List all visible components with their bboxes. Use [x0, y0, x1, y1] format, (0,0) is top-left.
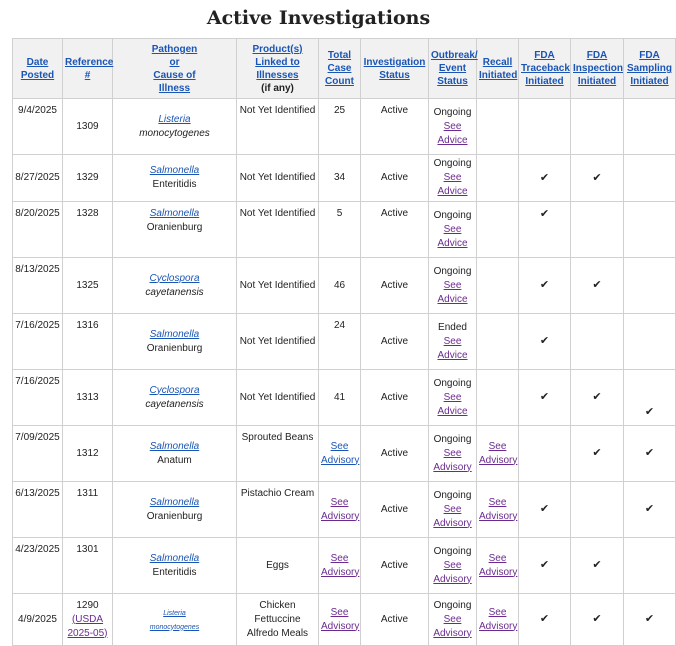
- reference-cell: 1312: [63, 426, 113, 482]
- investigations-table: [12, 38, 676, 646]
- check-icon: ✔: [539, 503, 550, 515]
- outbreak-cell: [429, 594, 477, 646]
- traceback-cell: [519, 538, 571, 594]
- reference-cell: 1328: [63, 202, 113, 258]
- product-cell: Chicken Fettuccine Alfredo Meals: [237, 594, 319, 646]
- inspection-cell: [571, 538, 624, 594]
- outbreak-status: Ongoing: [433, 106, 472, 118]
- table-row: [13, 426, 676, 482]
- date-cell: 7/16/2025: [13, 314, 63, 370]
- check-icon: ✔: [539, 208, 550, 220]
- sampling-cell: [624, 155, 676, 202]
- recall-cell: [477, 538, 519, 594]
- inspection-cell: [571, 258, 624, 314]
- header-product-note: (if any): [261, 82, 294, 94]
- pathogen-cell: [113, 594, 237, 646]
- status-cell: Active: [361, 482, 429, 538]
- check-icon: ✔: [644, 447, 655, 459]
- reference-cell: [63, 594, 113, 646]
- outbreak-status: Ongoing: [433, 209, 472, 221]
- outbreak-cell: [429, 258, 477, 314]
- check-icon: ✔: [592, 559, 602, 571]
- recall-cell: [477, 482, 519, 538]
- sampling-cell: [624, 99, 676, 155]
- date-cell: 4/9/2025: [13, 594, 63, 646]
- status-cell: Active: [361, 258, 429, 314]
- date-cell: 9/4/2025: [13, 99, 63, 155]
- table-row: [13, 482, 676, 538]
- reference-cell: 1313: [63, 370, 113, 426]
- header-total[interactable]: [319, 39, 361, 99]
- date-cell: 4/23/2025: [13, 538, 63, 594]
- sort-total-link[interactable]: Total Case Count: [325, 50, 354, 87]
- pathogen-species: monocytogenes: [139, 127, 210, 139]
- product-cell: Sprouted Beans: [237, 426, 319, 482]
- outbreak-status: Ongoing: [433, 158, 472, 169]
- check-icon: ✔: [539, 171, 550, 184]
- pathogen-cell: [113, 538, 237, 594]
- check-icon: ✔: [644, 613, 655, 625]
- outbreak-cell: [429, 314, 477, 370]
- outbreak-cell: [429, 482, 477, 538]
- pathogen-species: Enteritidis: [152, 179, 197, 190]
- count-cell: 34: [319, 155, 361, 202]
- pathogen-species: Oranienburg: [146, 510, 203, 522]
- pathogen-link[interactable]: Salmonella: [149, 328, 200, 340]
- inspection-cell: [571, 99, 624, 155]
- see-advisory-link[interactable]: See Advisory: [479, 496, 518, 522]
- reference-cell: 1301: [63, 538, 113, 594]
- table-row: [13, 594, 676, 646]
- see-advisory-link[interactable]: See Advisory: [321, 496, 360, 522]
- see-advisory-link[interactable]: See Advisory: [479, 552, 518, 578]
- count-cell: 5: [319, 202, 361, 258]
- sampling-cell: [624, 426, 676, 482]
- outbreak-cell: [429, 538, 477, 594]
- sampling-cell: [624, 202, 676, 258]
- date-cell: 8/13/2025: [13, 258, 63, 314]
- status-cell: Active: [361, 594, 429, 646]
- header-sampling[interactable]: [624, 39, 676, 99]
- traceback-cell: [519, 370, 571, 426]
- outbreak-cell: [429, 155, 477, 202]
- table-row: [13, 314, 676, 370]
- traceback-cell: [519, 314, 571, 370]
- status-cell: Active: [361, 202, 429, 258]
- date-cell: 7/09/2025: [13, 426, 63, 482]
- pathogen-cell: [113, 426, 237, 482]
- pathogen-species: cayetanensis: [145, 398, 204, 410]
- pathogen-link[interactable]: Listeria: [158, 113, 191, 125]
- outbreak-status: Ended: [438, 321, 467, 333]
- product-cell: Eggs: [237, 538, 319, 594]
- check-icon: ✔: [539, 613, 550, 625]
- pathogen-cell: [113, 155, 237, 202]
- sampling-cell: [624, 482, 676, 538]
- sampling-cell: [624, 594, 676, 646]
- status-cell: Active: [361, 370, 429, 426]
- recall-cell: [477, 370, 519, 426]
- reference-cell: 1309: [63, 99, 113, 155]
- traceback-cell: [519, 155, 571, 202]
- reference-cell: 1329: [63, 155, 113, 202]
- sampling-cell: [624, 538, 676, 594]
- header-outbreak[interactable]: [429, 39, 477, 99]
- see-advisory-link[interactable]: See Advisory: [433, 447, 472, 473]
- sort-recall-link[interactable]: Recall Initiated: [479, 56, 518, 81]
- outbreak-status: Ongoing: [433, 377, 472, 389]
- outbreak-status: Ongoing: [433, 599, 472, 611]
- check-icon: ✔: [539, 335, 550, 347]
- see-advice-link[interactable]: See Advice: [437, 391, 468, 417]
- date-cell: 8/27/2025: [13, 155, 63, 202]
- pathogen-link[interactable]: Salmonella: [149, 496, 200, 508]
- sampling-cell: [624, 314, 676, 370]
- sampling-cell: [624, 258, 676, 314]
- pathogen-species: Enteritidis: [152, 566, 197, 578]
- sort-inspection-link[interactable]: FDA Inspection Initiated: [573, 50, 624, 87]
- pathogen-cell: [113, 202, 237, 258]
- date-cell: 7/16/2025: [13, 370, 63, 426]
- page-title: Active Investigations: [206, 7, 431, 29]
- sort-traceback-link[interactable]: FDA Traceback Initiated: [521, 50, 570, 87]
- count-cell: 25: [319, 99, 361, 155]
- recall-cell: [477, 258, 519, 314]
- count-cell: [319, 482, 361, 538]
- table-row: [13, 258, 676, 314]
- sort-outbreak-link[interactable]: Outbreak/ Event Status: [431, 50, 478, 87]
- check-icon: ✔: [644, 503, 655, 515]
- table-row: [13, 155, 676, 202]
- check-icon: ✔: [592, 447, 602, 459]
- header-product[interactable]: [237, 39, 319, 99]
- see-advice-link[interactable]: See Advice: [437, 172, 468, 197]
- status-cell: Active: [361, 538, 429, 594]
- pathogen-species: Oranienburg: [146, 342, 203, 354]
- count-cell: [319, 538, 361, 594]
- header-inspection[interactable]: [571, 39, 624, 99]
- check-icon: ✔: [592, 279, 602, 291]
- see-advisory-link[interactable]: See Advisory: [479, 440, 518, 466]
- check-icon: ✔: [592, 171, 602, 184]
- check-icon: ✔: [539, 279, 550, 291]
- see-advisory-link[interactable]: See Advisory: [321, 606, 360, 632]
- see-advisory-link[interactable]: See Advisory: [479, 606, 518, 632]
- check-icon: ✔: [592, 613, 602, 625]
- outbreak-status: Ongoing: [433, 433, 472, 445]
- pathogen-link[interactable]: Cyclospora: [149, 384, 200, 396]
- header-reference[interactable]: [63, 39, 113, 99]
- inspection-cell: [571, 370, 624, 426]
- product-cell: Not Yet Identified: [237, 258, 319, 314]
- see-advisory-link[interactable]: See Advisory: [433, 503, 472, 529]
- traceback-cell: [519, 202, 571, 258]
- outbreak-cell: [429, 202, 477, 258]
- traceback-cell: [519, 426, 571, 482]
- sort-product-link[interactable]: Product(s) Linked to Illnesses: [252, 43, 303, 81]
- pathogen-cell: [113, 370, 237, 426]
- sort-pathogen-link[interactable]: Pathogen or Cause of Illness: [151, 43, 198, 94]
- inspection-cell: [571, 202, 624, 258]
- outbreak-cell: [429, 426, 477, 482]
- recall-cell: [477, 99, 519, 155]
- inspection-cell: [571, 314, 624, 370]
- see-advisory-link[interactable]: See Advisory: [433, 559, 472, 585]
- header-pathogen[interactable]: [113, 39, 237, 99]
- pathogen-link[interactable]: Listeria monocytogenes: [149, 609, 200, 631]
- sampling-cell: [624, 370, 676, 426]
- see-advisory-link[interactable]: See Advisory: [321, 552, 360, 578]
- pathogen-species: cayetanensis: [145, 286, 204, 298]
- inspection-cell: [571, 426, 624, 482]
- see-advice-link[interactable]: See Advice: [437, 279, 468, 305]
- pathogen-link[interactable]: Cyclospora: [149, 272, 200, 284]
- header-recall[interactable]: [477, 39, 519, 99]
- reference-cell: 1311: [63, 482, 113, 538]
- header-status[interactable]: [361, 39, 429, 99]
- recall-cell: [477, 155, 519, 202]
- sort-sampling-link[interactable]: FDA Sampling Initiated: [626, 50, 672, 87]
- header-date[interactable]: [13, 39, 63, 99]
- count-cell: [319, 426, 361, 482]
- traceback-cell: [519, 258, 571, 314]
- sort-status-link[interactable]: Investigation Status: [363, 56, 426, 81]
- outbreak-cell: [429, 370, 477, 426]
- sort-date-link[interactable]: Date Posted: [20, 56, 55, 81]
- pathogen-link[interactable]: Salmonella: [149, 552, 200, 564]
- see-advisory-link[interactable]: See Advisory: [321, 440, 360, 466]
- pathogen-cell: [113, 482, 237, 538]
- pathogen-link[interactable]: Salmonella: [149, 208, 200, 219]
- recall-cell: [477, 202, 519, 258]
- traceback-cell: [519, 482, 571, 538]
- count-cell: [319, 594, 361, 646]
- check-icon: ✔: [539, 559, 550, 571]
- header-traceback[interactable]: [519, 39, 571, 99]
- pathogen-species: Oranienburg: [146, 222, 203, 233]
- product-cell: Not Yet Identified: [237, 202, 319, 258]
- reference-cell: 1316: [63, 314, 113, 370]
- inspection-cell: [571, 155, 624, 202]
- product-cell: Not Yet Identified: [237, 370, 319, 426]
- table-row: [13, 202, 676, 258]
- count-cell: 41: [319, 370, 361, 426]
- recall-cell: [477, 426, 519, 482]
- table-row: [13, 370, 676, 426]
- traceback-cell: [519, 594, 571, 646]
- see-advice-link[interactable]: See Advice: [437, 335, 468, 361]
- product-cell: Not Yet Identified: [237, 314, 319, 370]
- see-advice-link[interactable]: See Advice: [437, 223, 468, 249]
- product-cell: Pistachio Cream: [237, 482, 319, 538]
- recall-cell: [477, 314, 519, 370]
- outbreak-cell: [429, 99, 477, 155]
- status-cell: Active: [361, 99, 429, 155]
- outbreak-status: Ongoing: [433, 265, 472, 277]
- inspection-cell: [571, 594, 624, 646]
- date-cell: 8/20/2025: [13, 202, 63, 258]
- pathogen-species: Anatum: [157, 454, 192, 466]
- status-cell: Active: [361, 314, 429, 370]
- reference-cell: 1325: [63, 258, 113, 314]
- pathogen-link[interactable]: Salmonella: [149, 440, 200, 452]
- product-cell: Not Yet Identified: [237, 99, 319, 155]
- sort-reference-link[interactable]: Reference #: [65, 56, 114, 81]
- see-advisory-link[interactable]: See Advisory: [433, 613, 472, 639]
- pathogen-cell: [113, 99, 237, 155]
- count-cell: 46: [319, 258, 361, 314]
- pathogen-cell: [113, 314, 237, 370]
- count-cell: 24: [319, 314, 361, 370]
- check-icon: ✔: [592, 391, 602, 403]
- pathogen-cell: [113, 258, 237, 314]
- table-row: [13, 538, 676, 594]
- usda-reference-link[interactable]: (USDA 2025-05): [67, 613, 108, 639]
- table-row: [13, 99, 676, 155]
- inspection-cell: [571, 482, 624, 538]
- outbreak-status: Ongoing: [433, 489, 472, 501]
- header-row: [13, 39, 676, 99]
- outbreak-status: Ongoing: [433, 545, 472, 557]
- see-advice-link[interactable]: See Advice: [437, 120, 468, 146]
- traceback-cell: [519, 99, 571, 155]
- check-icon: ✔: [539, 391, 550, 403]
- product-cell: Not Yet Identified: [237, 155, 319, 202]
- reference-number: 1290: [76, 599, 99, 611]
- status-cell: Active: [361, 155, 429, 202]
- date-cell: 6/13/2025: [13, 482, 63, 538]
- recall-cell: [477, 594, 519, 646]
- check-icon: ✔: [644, 406, 655, 418]
- status-cell: Active: [361, 426, 429, 482]
- pathogen-link[interactable]: Salmonella: [149, 165, 200, 176]
